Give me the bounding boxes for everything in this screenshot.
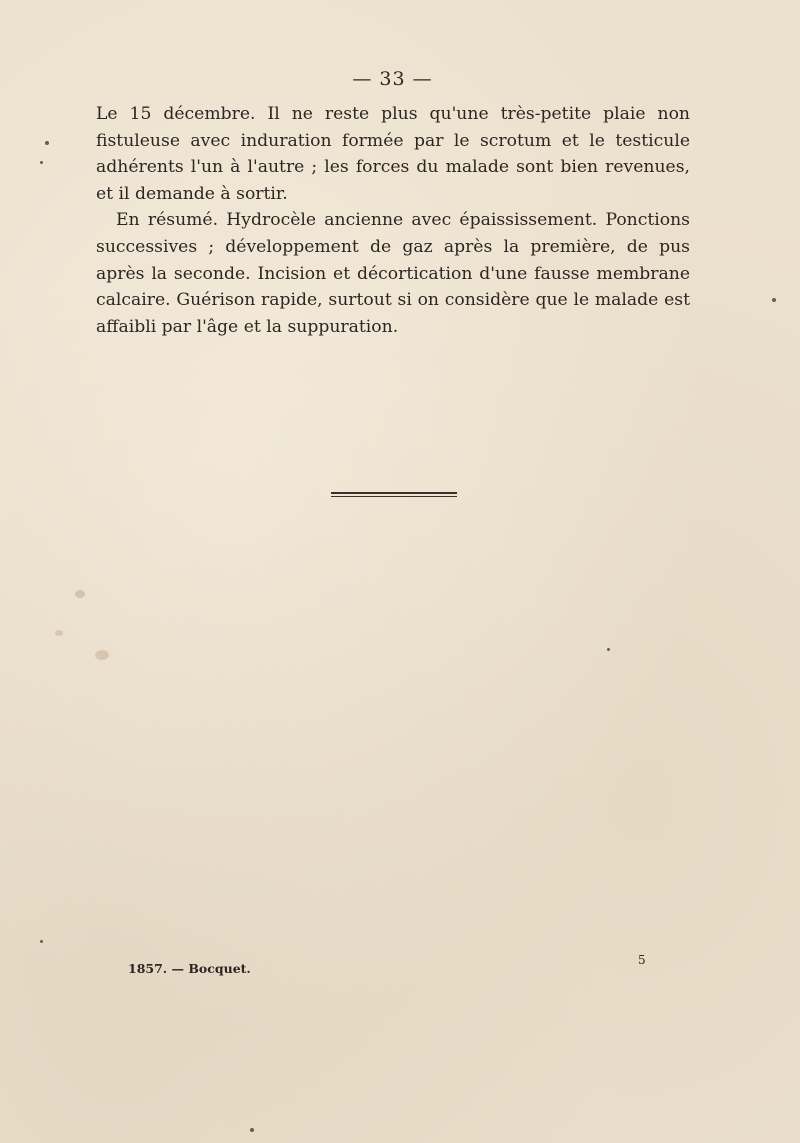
- paper-speck: [55, 630, 63, 636]
- paragraph-summary: En résumé. Hydrocèle ancienne avec épaississement. Ponctions successives ; développement de gaz après la première, de pus après la seconde. Incision et décortication d'une fausse membrane calcaire. Guérison rapide, surtout si on considère que le malade est affaibli par l'âge et la suppuration.: [96, 210, 690, 337]
- paper-speck: [40, 161, 43, 164]
- paper-speck: [772, 298, 776, 302]
- paper-speck: [95, 650, 109, 660]
- sheet-signature-mark: 5: [638, 953, 646, 967]
- paper-speck: [75, 590, 85, 598]
- paper-speck: [250, 1128, 254, 1132]
- paper-speck: [607, 648, 610, 651]
- separator-line-thick: [331, 492, 457, 494]
- paper-speck: [45, 141, 49, 145]
- separator-line-thin: [331, 496, 457, 497]
- page-number: — 33 —: [352, 68, 433, 90]
- paper-speck: [40, 940, 43, 943]
- paragraph-december: Le 15 décembre. Il ne reste plus qu'une très-petite plaie non fistuleuse avec induration formée par le scrotum et le testicule adhérents l'un à l'autre ; les forces du malade sont bien revenues, et il demande à sortir.: [96, 104, 690, 204]
- body-text: [96, 101, 690, 340]
- printer-signature: 1857. — Bocquet.: [128, 961, 251, 976]
- section-separator: [331, 492, 457, 498]
